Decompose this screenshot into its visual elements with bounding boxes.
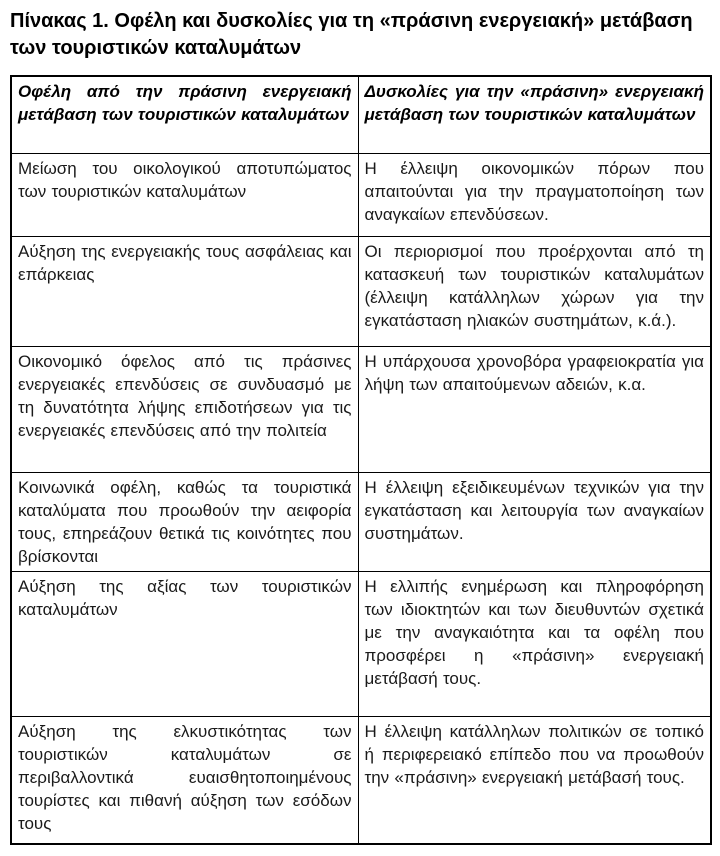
header-benefits: Οφέλη από την πράσινη ενεργειακή μετάβαση των τουριστικών καταλυμάτων: [11, 76, 358, 153]
table-row: [11, 153, 711, 236]
table-row: [11, 236, 711, 346]
benefit-cell: Μείωση του οικολογικού αποτυπώματος των τουριστικών καταλυμάτων: [11, 153, 358, 236]
benefit-cell: Αύξηση της ελκυστικότητας των τουριστικών καταλυμάτων σε περιβαλλοντικά ευαισθητοποιημένους τουρίστες και πιθανή αύξηση των εσόδων τους: [11, 716, 358, 844]
difficulty-cell: Η έλλειψη κατάλληλων πολιτικών σε τοπικό ή περιφερειακό επίπεδο που να προωθούν την «πράσινη» ενεργειακή μετάβασή τους.: [358, 716, 711, 844]
difficulty-cell: Η έλλειψη οικονομικών πόρων που απαιτούνται για την πραγματοποίηση των αναγκαίων επενδύσεων.: [358, 153, 711, 236]
benefit-cell: Κοινωνικά οφέλη, καθώς τα τουριστικά καταλύματα που προωθούν την αειφορία τους, επηρεάζουν θετικά τις κοινότητες που βρίσκονται: [11, 472, 358, 571]
table-row: [11, 571, 711, 716]
table-caption: Πίνακας 1. Οφέλη και δυσκολίες για τη «πράσινη ενεργειακή» μετάβαση των τουριστικών καταλυμάτων: [10, 10, 693, 59]
difficulty-cell: Οι περιορισμοί που προέρχονται από τη κατασκευή των τουριστικών καταλυμάτων (έλλειψη κατάλληλων χώρων για την εγκατάσταση ηλιακών συστημάτων, κ.ά.).: [358, 236, 711, 346]
table-row: [11, 716, 711, 844]
benefit-cell: Οικονομικό όφελος από τις πράσινες ενεργειακές επενδύσεις σε συνδυασμό με τη δυνατότητα λήψης επιδοτήσεων για τις ενεργειακές επενδύσεις από την πολιτεία: [11, 346, 358, 472]
difficulty-cell: Η ελλιπής ενημέρωση και πληροφόρηση των ιδιοκτητών και των διευθυντών σχετικά με την αναγκαιότητα και τα οφέλη που προσφέρει η «πράσινη» ενεργειακή μετάβασή τους.: [358, 571, 711, 716]
benefit-cell: Αύξηση της αξίας των τουριστικών καταλυμάτων: [11, 571, 358, 716]
difficulty-cell: Η υπάρχουσα χρονοβόρα γραφειοκρατία για λήψη των απαιτούμενων αδειών, κ.α.: [358, 346, 711, 472]
benefits-difficulties-table: [10, 75, 712, 845]
benefit-cell: Αύξηση της ενεργειακής τους ασφάλειας και επάρκειας: [11, 236, 358, 346]
table-header-row: [11, 76, 711, 153]
difficulty-cell: Η έλλειψη εξειδικευμένων τεχνικών για την εγκατάσταση και λειτουργία των αναγκαίων συστημάτων.: [358, 472, 711, 571]
table-row: [11, 346, 711, 472]
header-difficulties: Δυσκολίες για την «πράσινη» ενεργειακή μετάβαση των τουριστικών καταλυμάτων: [358, 76, 711, 153]
table-row: [11, 472, 711, 571]
